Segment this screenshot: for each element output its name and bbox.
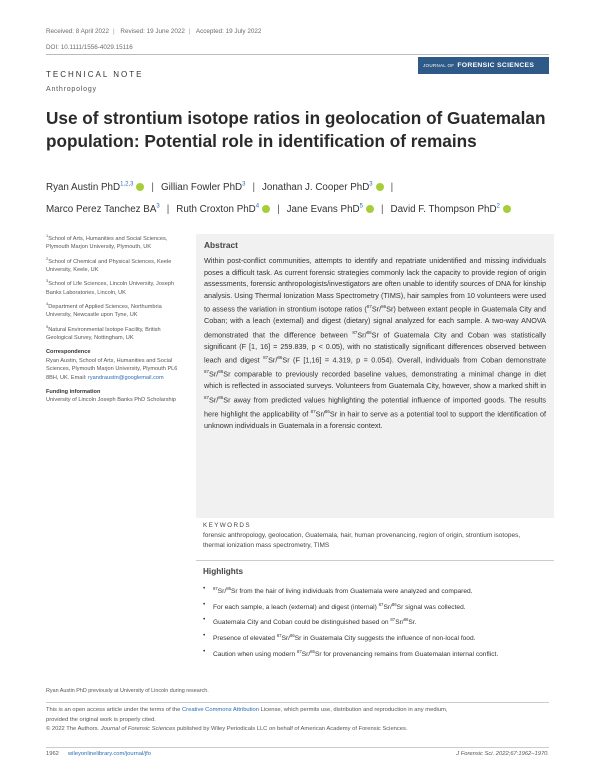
author-footnote: Ryan Austin PhD previously at University of Lincoln during research. xyxy=(46,688,209,694)
author-name[interactable]: Marco Perez Tanchez $BA^3$ xyxy=(46,203,160,215)
author-name[interactable]: David F. Thompson PhD$^2$ xyxy=(391,204,511,215)
correspondence-heading: Correspondence xyxy=(46,349,91,356)
keywords-divider xyxy=(196,560,554,561)
author-separator: | xyxy=(151,182,154,194)
highlight-item: • Presence of elevated $^{87}$Sr/$^{86}$Sr in Guatemala City suggests the influence of non-local food. xyxy=(203,630,548,646)
author-list xyxy=(46,176,556,219)
header-divider xyxy=(46,54,549,55)
affiliations-column xyxy=(46,232,186,405)
journal-citation: J Forensic Sci. 2022;67:1962–1970. xyxy=(456,751,549,757)
copyright-b: published by Wiley Periodicals LLC on behalf of American Academy of Forensic Sciences. xyxy=(175,726,408,732)
author-separator: | xyxy=(252,182,255,194)
correspondence-address: Ryan Austin, School of Arts, Humanities and Social Sciences, Plymouth Marjon University, Plymouth PL6 8BH, UK. xyxy=(46,357,178,381)
affiliation-list xyxy=(46,232,186,342)
author-name[interactable]: Ruth Croxton PhD$^4$ xyxy=(176,204,270,215)
correspondence-text xyxy=(46,357,186,382)
copyright-a: © 2022 The Authors. xyxy=(46,726,101,732)
highlights-list xyxy=(203,583,548,661)
highlight-item: • Caution when using modern $^{87}$Sr/$^{86}$Sr for provenancing remains from Guatemalan internal conflict. xyxy=(203,646,548,662)
email-label: Email: xyxy=(70,374,87,381)
author-affiliation-ref[interactable]: 3 xyxy=(369,182,373,188)
keywords-text: forensic anthropology, geolocation, Guatemala, hair, human provenancing, region of origin, strontium isotopes, thermal ionization mass spectrometry, TIMS xyxy=(203,532,521,549)
orcid-icon[interactable] xyxy=(136,183,144,191)
copyright-journal: Journal of Forensic Sciences xyxy=(100,726,176,732)
abstract-heading: Abstract xyxy=(204,240,238,250)
license-text-c: provided the original work is properly cited. xyxy=(46,716,156,723)
affiliation-item: $^2$School of Chemical and Physical Sciences, Keele University, Keele, UK xyxy=(46,255,172,273)
author-separator: | xyxy=(166,203,170,215)
article-type: TECHNICAL NOTE xyxy=(46,70,144,79)
license-text xyxy=(46,706,551,735)
highlight-item: • $^{87}$Sr/$^{86}$Sr from the hair of living individuals from Guatemala were analyzed and compared. xyxy=(203,583,548,599)
article-title: Use of strontium isotope ratios in geolocation of Guatemalan population: Potential role in identification of remains xyxy=(46,108,546,151)
author-affiliation-ref[interactable]: 5 xyxy=(359,203,363,210)
revised-date: Revised: 19 June 2022 xyxy=(120,28,185,35)
author-name[interactable]: Ryan Austin PhD$^{1,2,3}$ xyxy=(46,182,144,193)
author-separator: | xyxy=(380,203,384,215)
affiliation-item: $^4$Department of Applied Sciences, Northumbria University, Newcastle upon Tyne, UK xyxy=(46,301,162,319)
license-text-b: License, which permits use, distribution and reproduction in any medium, xyxy=(259,707,448,713)
author-name[interactable]: Jonathan J. Cooper PhD$^3$ xyxy=(262,182,384,193)
author-separator: | xyxy=(390,182,394,194)
journal-logo-text: FORENSIC SCIENCES xyxy=(457,62,535,69)
abstract-box xyxy=(196,234,554,518)
author-affiliation-ref[interactable]: 1,2,3 xyxy=(120,182,134,188)
orcid-icon[interactable] xyxy=(503,205,511,213)
author-affiliation-ref[interactable]: 4 xyxy=(255,203,260,210)
keywords-heading: KEYWORDS xyxy=(203,522,251,529)
footer-divider xyxy=(46,702,549,703)
journal-logo[interactable] xyxy=(418,57,549,74)
author-affiliation-ref[interactable]: 3 xyxy=(242,182,246,188)
affiliation-item: $^5$Natural Environmental Isotope Facility, British Geological Survey, Nottingham, UK xyxy=(46,323,161,341)
correspondence-email[interactable]: ryandraustin@googlemail.com xyxy=(88,374,164,381)
affiliation-item: $^1$School of Arts, Humanities and Social Sciences, Plymouth Marjon University, Plymouth, UK xyxy=(46,233,168,251)
author-name[interactable]: Jane Evans PhD$^5$ xyxy=(287,204,374,215)
author-affiliation-ref[interactable]: 3 xyxy=(156,203,160,210)
abstract-text: Within post-conflict communities, attempts to identify and repatriate unidentified and missing individuals poses a difficult task. As current forensic strategies commonly lack the capacity to provide region of origin assessments, forensic anthropologists/investigators are often unable to identify sources of DNA for kinship analysis. Using Thermal Ionization Mass Spectrometry (TIMS), hair samples from 10 volunteers were used to assess the variation in strontium isotope ratios ($^{87}$Sr/$^{86}$Sr) between extant people in Guatemala City and Coban; with a leach (external) and digest (dietary) signal analyzed for each sample. A two-way ANOVA demonstrated that the difference between $^{87}$Sr/$^{86}$Sr of Guatemala City and Coban was statistically significant (F [1, 16] = 259.839, p < 0.05), with no statistically significant differences observed between leach and digest $^{87}$Sr/$^{86}$Sr (F [1,16] = 4.319, p = 0.054). Overall, individuals from Coban demonstrate $^{87}$Sr/$^{86}$Sr comparable to previously recorded baseline values, demonstrating a minimal change in diet which is reflected in associated surveys. Volunteers from Guatemala City, however, show a marked shift in $^{87}$Sr/$^{86}$Sr away from predicted values highlighting the potential influence of imported goods. The results here highlight the applicability of $^{87}$Sr/$^{86}$Sr in hair to serve as a potential tool to support the identification of unknown individuals in Guatemala in a forensic context. xyxy=(204,256,547,430)
journal-logo-small-text: JOURNAL OF xyxy=(423,63,455,68)
funding-heading: Funding information xyxy=(46,388,101,395)
doi[interactable]: DOI: 10.1111/1556-4029.15116 xyxy=(46,44,133,51)
creative-commons-link[interactable]: Creative Commons Attribution xyxy=(181,707,259,713)
affiliation-item: $^3$School of Life Sciences, Lincoln University, Joseph Banks Laboratories, Lincoln, UK xyxy=(46,278,175,296)
page-number: 1962 xyxy=(46,751,59,757)
orcid-icon[interactable] xyxy=(376,183,384,191)
orcid-icon[interactable] xyxy=(366,205,374,213)
accepted-date: Accepted: 19 July 2022 xyxy=(195,28,262,35)
highlights-heading: Highlights xyxy=(203,567,244,576)
author-name[interactable]: Gillian Fowler PhD$^3$ xyxy=(160,182,246,194)
author-affiliation-ref[interactable]: 2 xyxy=(496,203,500,210)
subject-category: Anthropology xyxy=(46,86,97,93)
page-footer xyxy=(46,747,549,759)
highlight-item: • Guatemala City and Coban could be distinguished based on $^{87}$Sr/$^{86}$Sr. xyxy=(203,614,548,630)
author-separator: | xyxy=(277,203,280,215)
received-date: Received: 8 April 2022 xyxy=(46,28,110,35)
license-text-a: This is an open access article under the terms of the xyxy=(46,707,182,713)
funding-text: University of Lincoln Joseph Banks PhD Scholarship xyxy=(46,397,176,404)
highlight-item: • For each sample, a leach (external) and digest (internal) $^{87}$Sr/$^{86}$Sr signal was collected. xyxy=(203,599,548,615)
article-dates: Received: 8 April 2022 | Revised: 19 June 2022 | Accepted: 19 July 2022 xyxy=(46,28,262,35)
orcid-icon[interactable] xyxy=(262,205,270,213)
journal-site-link[interactable]: wileyonlinelibrary.com/journal/jfo xyxy=(68,751,152,757)
